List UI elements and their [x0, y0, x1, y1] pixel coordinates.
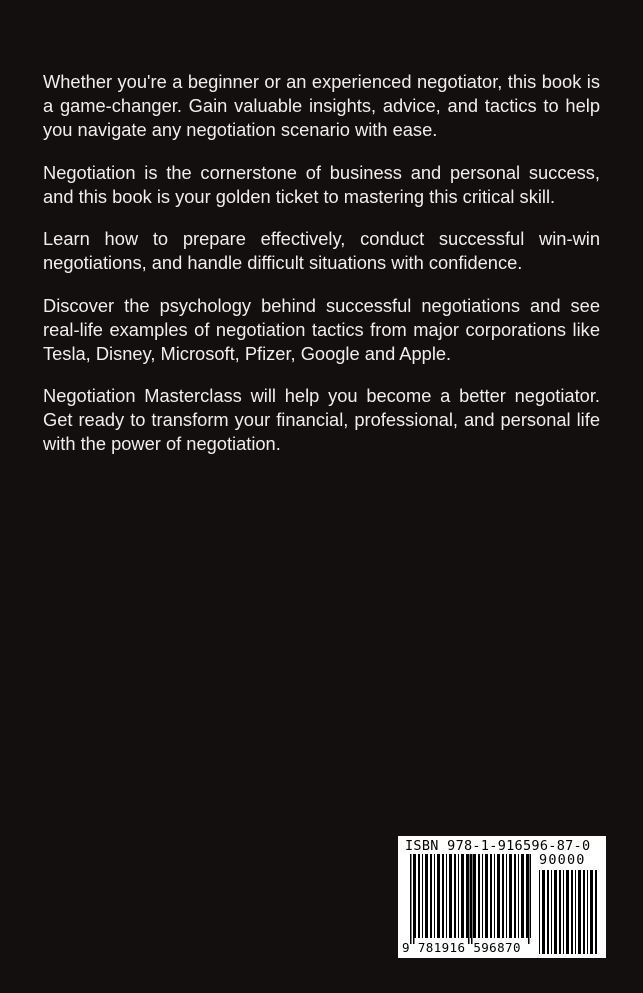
blurb-paragraph-3: Learn how to prepare effectively, conduct successful win-win negotiations, and handle difficult situations with confidence.: [43, 228, 600, 273]
ean-digits: 9 781916 596870: [402, 940, 521, 955]
price-code: 90000: [539, 852, 586, 868]
blurb-paragraph-2: Negotiation is the cornerstone of business and personal success, and this book is your golden ticket to mastering this critical skill.: [43, 161, 600, 207]
blurb-text: [43, 70, 600, 475]
blurb-paragraph-4: Discover the psychology behind successful negotiations and see real-life examples of negotiation tactics from major corporations like Tesla, Disney, Microsoft, Pfizer, Google and Apple.: [43, 294, 600, 364]
isbn-label: ISBN 978-1-916596-87-0: [405, 838, 591, 854]
isbn-barcode: [398, 836, 606, 958]
blurb-paragraph-1: Whether you're a beginner or an experienced negotiator, this book is a game-changer. Gain valuable insights, advice, and tactics to help you navigate any negotiation scenario with ease.: [43, 71, 600, 140]
blurb-paragraph-5: Negotiation Masterclass will help you become a better negotiator. Get ready to transform your financial, professional, and personal life with the power of negotiation.: [43, 385, 600, 454]
